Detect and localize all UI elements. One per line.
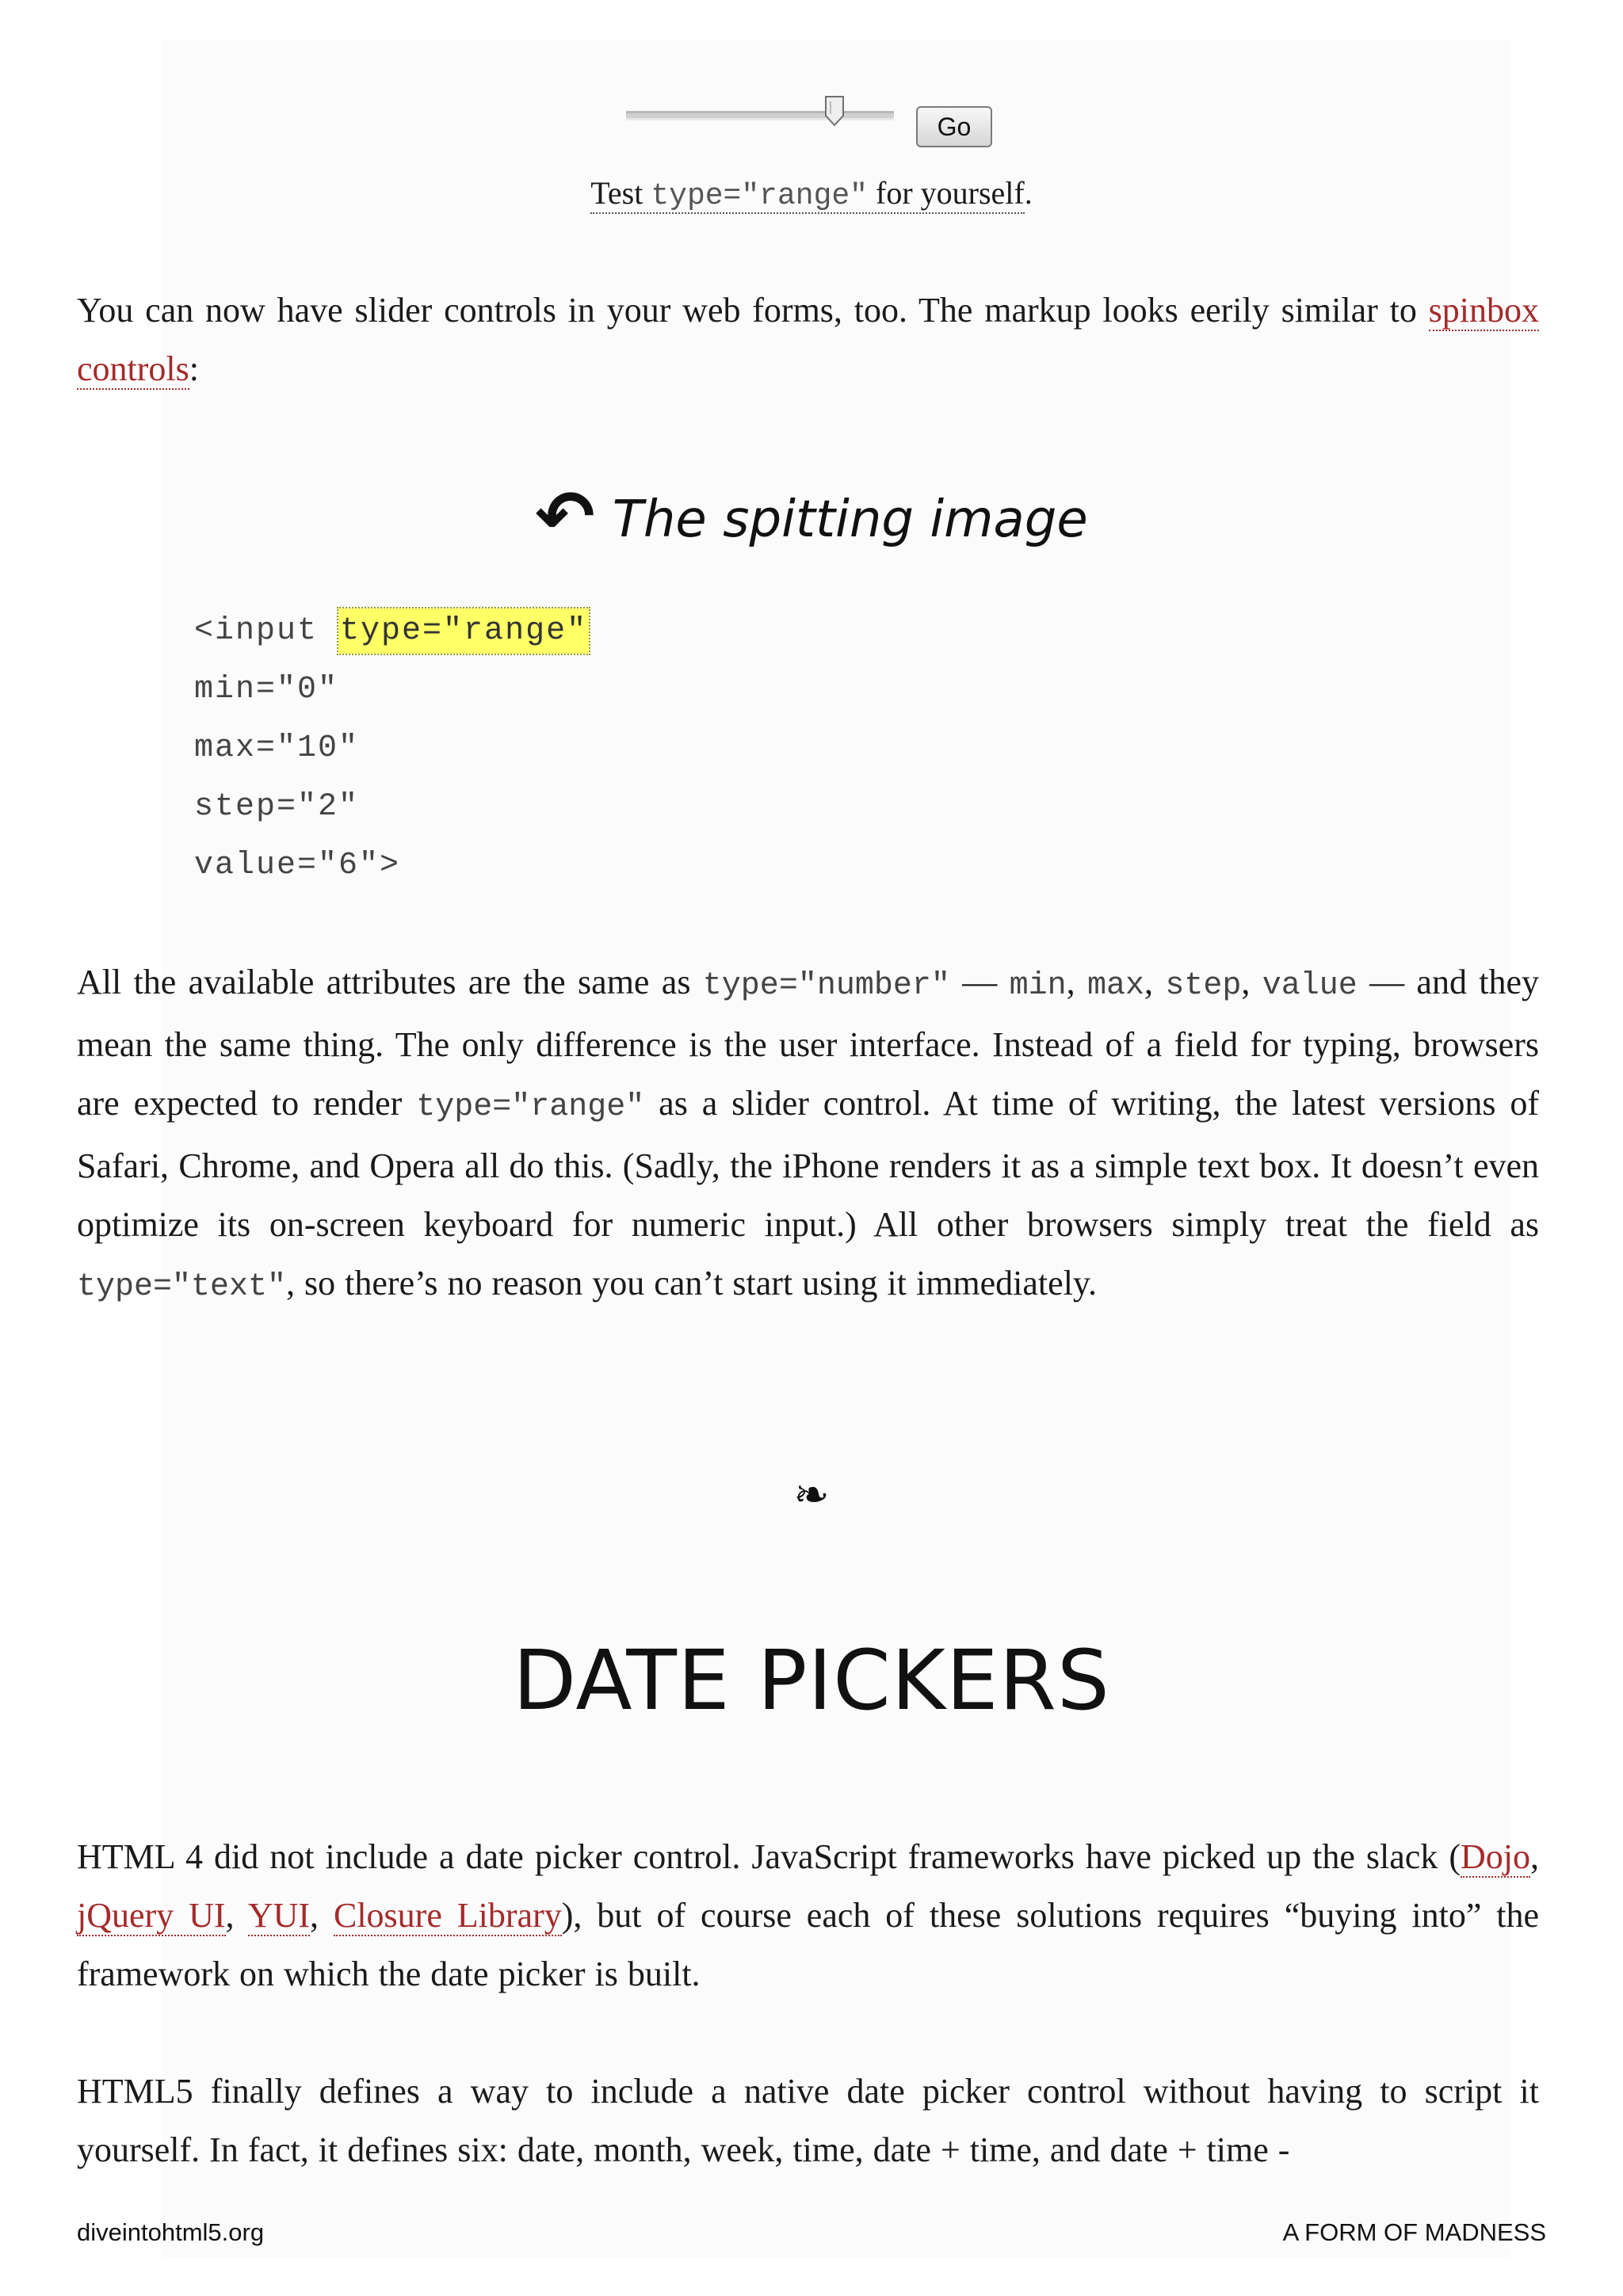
code-line: max="10" <box>194 730 360 766</box>
inline-code: value <box>1262 968 1358 1004</box>
text-run: HTML 4 did not include a date picker control. JavaScript frameworks have picked up the slack ( <box>77 1837 1461 1876</box>
footer-site: diveintohtml5.org <box>77 2218 265 2246</box>
curved-arrow-icon: ↶ <box>535 475 595 559</box>
slider-track[interactable] <box>626 111 894 120</box>
text-run: , <box>225 1896 248 1935</box>
figure-title <box>0 475 1623 559</box>
section-heading: DATE PICKERS <box>513 1632 1110 1729</box>
attributes-paragraph <box>77 953 1539 1317</box>
text-run: , <box>1241 963 1262 1001</box>
frameworks-paragraph <box>77 1828 1539 2004</box>
text-run: — <box>949 963 1010 1001</box>
text-run: , <box>1144 963 1166 1001</box>
inline-code: type="text" <box>77 1269 287 1305</box>
inline-code: max <box>1086 968 1144 1004</box>
intro-end: : <box>189 349 199 388</box>
code-highlight: type="range" <box>338 608 589 654</box>
go-button[interactable]: Go <box>916 106 992 147</box>
text-run: , <box>310 1896 334 1935</box>
inline-code: step <box>1165 968 1242 1004</box>
figure-title-text: The spitting image <box>612 490 1088 549</box>
dojo-link[interactable]: Dojo <box>1461 1837 1530 1876</box>
text-run: , <box>1066 963 1087 1001</box>
spinbox-controls-link[interactable]: spinbox controls <box>77 291 1539 388</box>
text-run: , so there’s no reason you can’t start using it immediately. <box>286 1264 1098 1302</box>
inline-code: type="range" <box>416 1089 645 1125</box>
footer-chapter: A FORM OF MADNESS <box>1282 2218 1546 2246</box>
intro-text: You can now have slider controls in your web forms, too. The markup looks eerily similar to <box>77 291 1429 330</box>
demo-caption <box>0 174 1623 213</box>
jquery-ui-link[interactable]: jQuery UI <box>77 1896 226 1935</box>
caption-end: . <box>1024 175 1033 211</box>
text-run: as a slider control. At time of writing, the latest versions of Safari, Chrome, and Opera all do this. (Sadly, the iPhone renders it as a simple text box. It doesn’t even optimize its on-screen keyboard for numeric input.) All other browsers simply treat the field as <box>77 1084 1539 1244</box>
closure-library-link[interactable]: Closure Library <box>333 1896 562 1935</box>
code-example <box>194 602 589 895</box>
slider-thumb[interactable] <box>824 95 845 127</box>
code-line <box>194 602 589 661</box>
fleuron-divider-icon: ❧ <box>793 1470 830 1520</box>
code-line: min="0" <box>194 672 339 707</box>
caption-prefix: Test <box>590 175 651 211</box>
text-run: , <box>1530 1837 1539 1876</box>
caption-code: type="range" <box>651 179 868 213</box>
demo-caption-link[interactable] <box>590 175 1024 214</box>
text-run: ), but of course each of these solutions requires “buying into” the framework on which the date picker is built. <box>77 1896 1540 1993</box>
intro-paragraph <box>77 281 1539 399</box>
code-line: step="2" <box>194 789 360 825</box>
caption-suffix: for yourself <box>868 175 1025 211</box>
inline-code: type="number" <box>702 968 950 1004</box>
text-run: — and they mean the same thing. The only difference is the user interface. Instead of a field for typing, browsers are expected to render <box>77 963 1540 1123</box>
range-slider-demo <box>624 95 997 151</box>
code-line-start: <input <box>194 613 339 649</box>
yui-link[interactable]: YUI <box>247 1896 311 1935</box>
inline-code: min <box>1009 968 1067 1004</box>
text-run: All the available attributes are the same as <box>77 963 703 1001</box>
code-line: value="6"> <box>194 848 401 883</box>
html5-paragraph: HTML5 finally defines a way to include a native date picker control without having to script it yourself. In fact, it defines six: date, month, week, time, date + time, and date + time - <box>77 2072 1539 2169</box>
